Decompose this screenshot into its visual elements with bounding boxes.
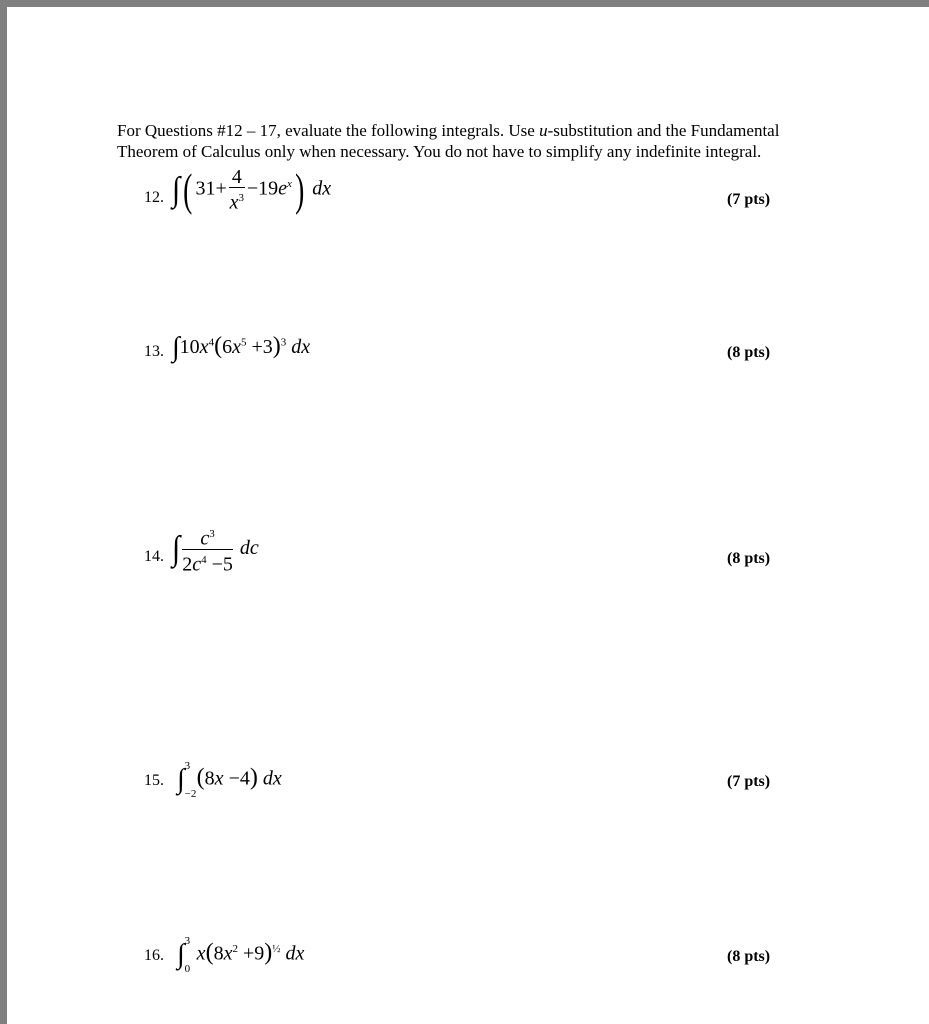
integral-expression-15: ∫ 3 −2 (8x −4) dx: [177, 760, 282, 800]
points-label: (8 pts): [727, 344, 771, 361]
points-label: (8 pts): [727, 948, 771, 965]
integral-expression-16: ∫ 3 0 $x(8x^2 +9)^{\frac{1}{2}}$ dx: [177, 935, 305, 975]
question-12: [7, 164, 929, 227]
question-number: 15.: [144, 772, 164, 789]
points-label: (7 pts): [727, 191, 771, 208]
instructions-line2: Theorem of Calculus only when necessary. You do not have to simplify any indefinite integral.: [117, 142, 762, 161]
question-13: [7, 332, 929, 397]
instructions-line1-b: -substitution and the Fundamental: [547, 121, 780, 140]
instructions-line1-a: For Questions #12 – 17, evaluate the following integrals. Use: [117, 121, 540, 140]
instructions-var-u: u: [539, 121, 548, 140]
instructions: [117, 120, 857, 162]
question-number: 14.: [144, 548, 164, 565]
integral-expression-14: ∫ $\frac{c^3}{2c^4 -5}$ dc: [172, 524, 259, 574]
integral-expression-12: ∫( 31+ $\frac{4}{x^3}$ $-19e^x$) dx: [172, 164, 332, 215]
question-number: 13.: [144, 343, 164, 360]
worksheet-page: [7, 7, 929, 1024]
question-16: [7, 937, 929, 997]
question-number: 16.: [144, 947, 164, 964]
integral-expression-13: $\int 10x^4(6x^5 +3)^3$ dx: [172, 332, 311, 364]
question-15: [7, 762, 929, 822]
question-number: 12.: [144, 189, 164, 206]
points-label: (7 pts): [727, 773, 771, 790]
question-14: [7, 522, 929, 582]
points-label: (8 pts): [727, 550, 771, 567]
